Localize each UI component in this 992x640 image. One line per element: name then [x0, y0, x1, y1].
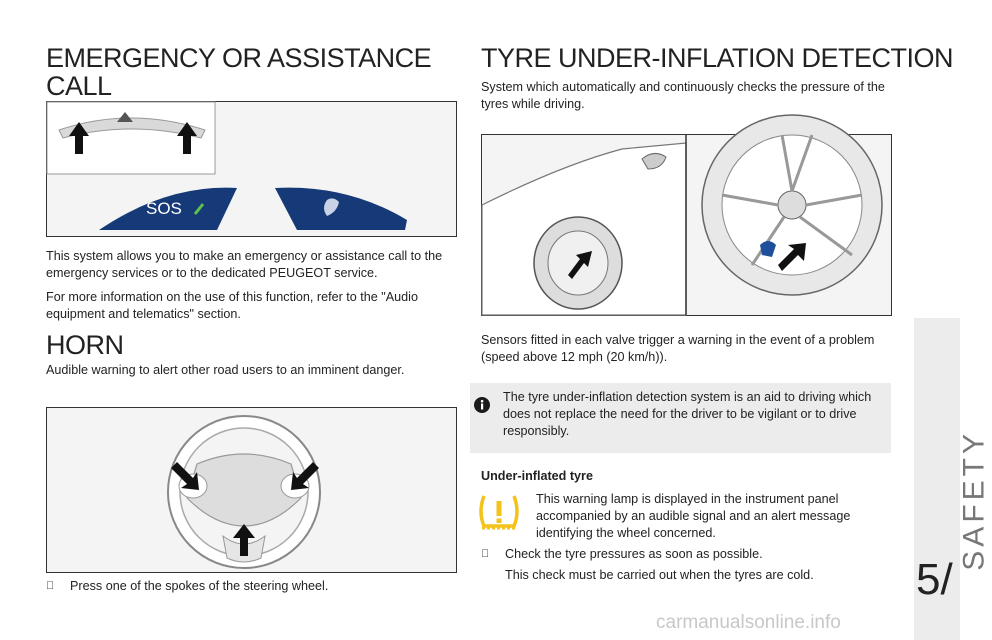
- emergency-para-2: For more information on the use of this function, refer to the "Audio equipment and telematics" section.: [46, 290, 418, 321]
- emergency-illustration: [47, 102, 456, 236]
- info-text: The tyre under-inflation detection system is an aid to driving which does not replace the need for the driver to be vigilant or to drive responsibly.: [503, 390, 872, 438]
- horn-title: HORN: [46, 330, 124, 360]
- info-box: [470, 383, 891, 453]
- bullet-marker: [481, 546, 489, 563]
- steering-wheel-illustration: [47, 408, 456, 572]
- tyre-intro: System which automatically and continuously checks the pressure of the tyres while driving.: [481, 80, 885, 111]
- tyre-warning-lamp-icon: [478, 492, 520, 532]
- bullet-marker: [46, 578, 54, 595]
- section-label: SAFETY: [958, 430, 991, 571]
- watermark: carmanualsonline.info: [656, 612, 841, 633]
- tyre-title: TYRE UNDER-INFLATION DETECTION: [481, 43, 954, 73]
- chapter-number: 5/: [916, 555, 953, 604]
- sos-label: SOS: [146, 199, 182, 218]
- tyre-bullet-text: Check the tyre pressures as soon as possible.: [505, 547, 763, 561]
- tyre-bullet: [481, 546, 891, 584]
- info-icon: [474, 397, 490, 413]
- horn-bullet: [46, 578, 456, 595]
- horn-para: Audible warning to alert other road users to an imminent danger.: [46, 363, 405, 377]
- tyre-illustration: [482, 135, 891, 315]
- horn-bullet-text: Press one of the spokes of the steering wheel.: [70, 579, 329, 593]
- emergency-figure: [46, 101, 457, 237]
- under-inflated-heading: Under-inflated tyre: [481, 469, 593, 483]
- tyre-bullet-subtext: This check must be carried out when the tyres are cold.: [505, 568, 814, 582]
- emergency-title: EMERGENCY OR ASSISTANCE CALL: [46, 43, 432, 102]
- emergency-para-1: This system allows you to make an emergency or assistance call to the emergency services or to the dedicated PEUGEOT service.: [46, 249, 443, 280]
- tyre-figure: [481, 134, 892, 316]
- tyre-sensors: Sensors fitted in each valve trigger a warning in the event of a problem (speed above 12 mph (20 km/h)).: [481, 333, 875, 364]
- warning-lamp-text: This warning lamp is displayed in the instrument panel accompanied by an audible signal and an alert message identifying the wheel concerned.: [536, 492, 851, 540]
- horn-figure: [46, 407, 457, 573]
